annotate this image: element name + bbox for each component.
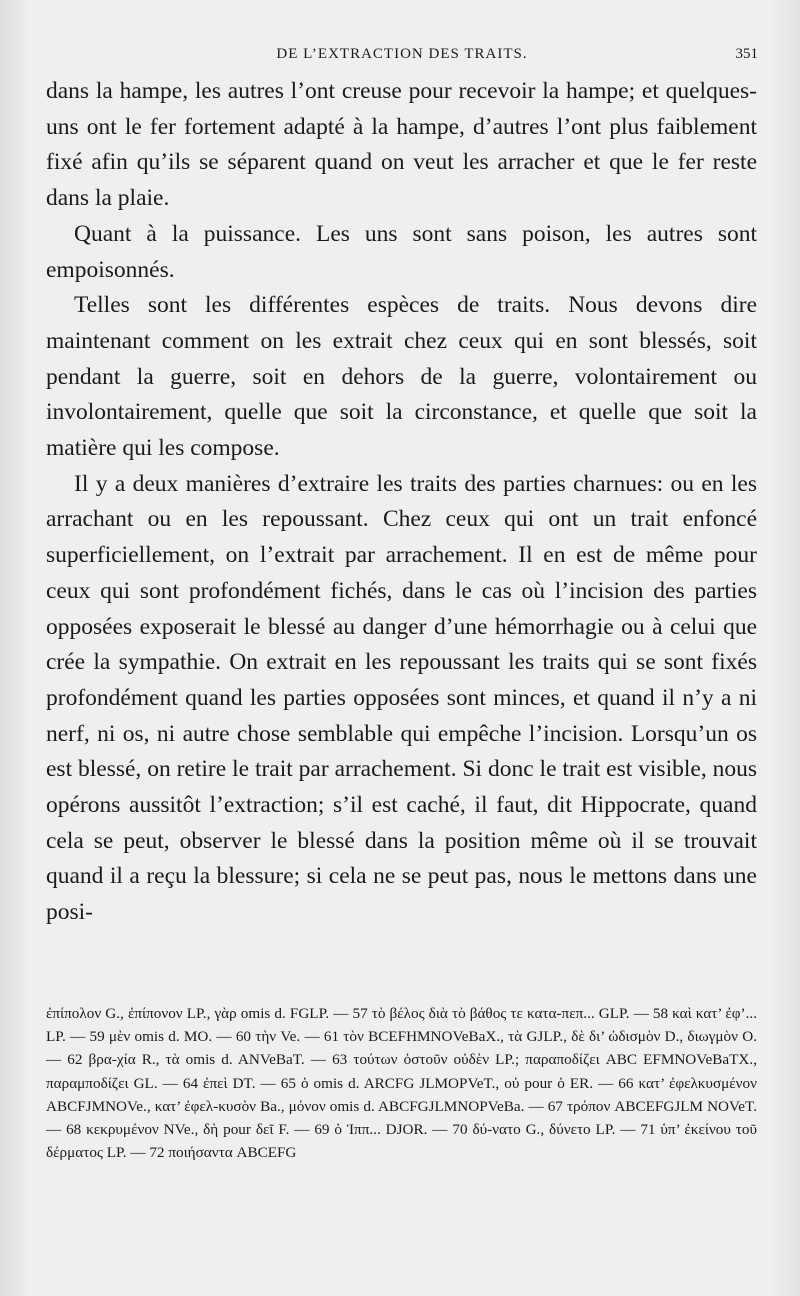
critical-apparatus	[46, 1002, 757, 1164]
page-number: 351	[735, 46, 758, 62]
footnotes-text: ἐπίπολον G., ἐπίπονον LP., γὰρ omis d. FGLP. — 57 τὸ βέλος διὰ τὸ βάθος τε κατα-πεπ... GLP. — 58 καὶ κατ’ ἐφ’... LP. — 59 μὲν omis d. MO. — 60 τὴν Ve. — 61 τὸν BCEFHMNOVeBaX., τὰ GJLP., δὲ δι’ ὠδισμὸν D., διωγμὸν O. — 62 βρα-χία R., τὰ omis d. ANVeBaT. — 63 τούτων ὀστοῦν οὐδὲν LP.; παραποδίζει ABC EFMNOVeBaTX., παραμποδίζει GL. — 64 ἐπεὶ DT. — 65 ὁ omis d. ARCFG JLMOPVeT., οὐ pour ὁ ER. — 66 κατ’ ἐφελκυσμένον ABCFJMNOVe., κατ’ ἐφελ-κυσὸν Ba., μόνον omis d. ABCFGJLMNOPVeBa. — 67 τρόπον ABCEFGJLM NOVeT. — 68 κεκρυμένον NVe., δὴ pour δεῖ F. — 69 ὁ Ἱππ... DJOR. — 70 δύ-νατο G., δύνετο LP. — 71 ὑπ’ ἐκείνου τοῦ δέρματος LP. — 72 ποιήσαντα ABCEFG	[46, 1005, 757, 1162]
paragraph: Telles sont les différentes espèces de traits. Nous devons dire maintenant comment on les extrait chez ceux qui en sont blessés, soit pendant la guerre, soit en dehors de la guerre, volontairement ou involontairement, quelle que soit la circonstance, et quelle que soit la matière qui les compose.	[46, 292, 757, 462]
running-head	[46, 46, 758, 70]
main-text	[46, 74, 757, 931]
paragraph: dans la hampe, les autres l’ont creuse pour recevoir la hampe; et quelques-uns ont le fer fortement adapté à la hampe, d’autres l’ont plus faiblement fixé afin qu’ils se séparent quand on veut les arracher et que le fer reste dans la plaie.	[46, 78, 757, 212]
running-head-title: DE L’EXTRACTION DES TRAITS.	[276, 46, 528, 62]
paragraph: Quant à la puissance. Les uns sont sans poison, les autres sont empoisonnés.	[46, 220, 757, 283]
paragraph: Il y a deux manières d’extraire les traits des parties charnues: ou en les arrachant ou en les repoussant. Chez ceux qui ont un trait enfoncé superficiellement, on l’extrait par arrachement. Il en est de même pour ceux qui sont profondément fichés, dans le cas où l’incision des parties opposées exposerait le blessé au danger d’une hémorrhagie ou à celui que crée la sympathie. On extrait en les repoussant les traits qui se sont fixés profondément quand les parties opposées sont minces, et quand il n’y a ni nerf, ni os, ni autre chose semblable qui empêche l’incision. Lorsqu’un os est blessé, on retire le trait par arrachement. Si donc le trait est visible, nous opérons aussitôt l’extraction; s’il est caché, il faut, dit Hippocrate, quand cela se peut, observer le blessé dans la position même où il se trouvait quand il a reçu la blessure; si cela ne se peut pas, nous le mettons dans une posi-	[46, 470, 757, 926]
